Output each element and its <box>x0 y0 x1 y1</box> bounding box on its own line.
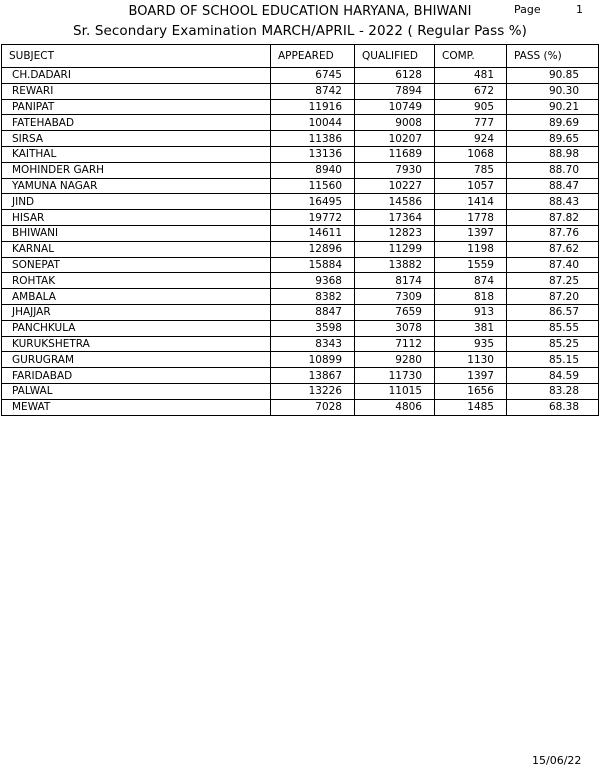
cell-appeared: 3598 <box>271 320 355 336</box>
table-row <box>2 304 599 320</box>
cell-appeared: 7028 <box>271 399 355 415</box>
cell-qualified: 6128 <box>355 68 435 84</box>
cell-comp: 1778 <box>435 210 507 226</box>
table-row <box>2 352 599 368</box>
cell-appeared: 13867 <box>271 368 355 384</box>
cell-subject: AMBALA <box>2 289 271 305</box>
cell-qualified: 3078 <box>355 320 435 336</box>
cell-pass: 89.69 <box>507 115 599 131</box>
cell-subject: SONEPAT <box>2 257 271 273</box>
column-header-pass: PASS (%) <box>507 45 599 68</box>
cell-pass: 88.43 <box>507 194 599 210</box>
cell-comp: 1397 <box>435 225 507 241</box>
cell-qualified: 10227 <box>355 178 435 194</box>
cell-pass: 90.30 <box>507 83 599 99</box>
cell-pass: 85.55 <box>507 320 599 336</box>
cell-subject: PANCHKULA <box>2 320 271 336</box>
cell-appeared: 6745 <box>271 68 355 84</box>
cell-appeared: 16495 <box>271 194 355 210</box>
cell-qualified: 11299 <box>355 241 435 257</box>
table-row <box>2 336 599 352</box>
cell-appeared: 12896 <box>271 241 355 257</box>
cell-subject: CH.DADARI <box>2 68 271 84</box>
table-row <box>2 68 599 84</box>
cell-subject: KAITHAL <box>2 146 271 162</box>
cell-subject: JHAJJAR <box>2 304 271 320</box>
board-title: BOARD OF SCHOOL EDUCATION HARYANA, BHIWANI <box>128 4 472 19</box>
cell-pass: 85.15 <box>507 352 599 368</box>
cell-subject: PANIPAT <box>2 99 271 115</box>
cell-subject: ROHTAK <box>2 273 271 289</box>
cell-pass: 88.70 <box>507 162 599 178</box>
cell-pass: 86.57 <box>507 304 599 320</box>
column-header-qualified: QUALIFIED <box>355 45 435 68</box>
cell-appeared: 13226 <box>271 383 355 399</box>
table-row <box>2 162 599 178</box>
cell-pass: 87.76 <box>507 225 599 241</box>
cell-qualified: 14586 <box>355 194 435 210</box>
cell-pass: 90.21 <box>507 99 599 115</box>
cell-qualified: 17364 <box>355 210 435 226</box>
cell-appeared: 9368 <box>271 273 355 289</box>
cell-comp: 1130 <box>435 352 507 368</box>
cell-subject: KARNAL <box>2 241 271 257</box>
cell-comp: 924 <box>435 131 507 147</box>
cell-comp: 874 <box>435 273 507 289</box>
report-date: 15/06/22 <box>532 754 582 767</box>
cell-qualified: 7894 <box>355 83 435 99</box>
table-row <box>2 178 599 194</box>
cell-appeared: 8847 <box>271 304 355 320</box>
table-row <box>2 273 599 289</box>
cell-subject: REWARI <box>2 83 271 99</box>
cell-subject: BHIWANI <box>2 225 271 241</box>
column-header-appeared: APPEARED <box>271 45 355 68</box>
table-header-row <box>2 45 599 68</box>
exam-subtitle: Sr. Secondary Examination MARCH/APRIL - 2022 ( Regular Pass %) <box>72 23 528 39</box>
column-header-subject: SUBJECT <box>2 45 271 68</box>
cell-qualified: 9008 <box>355 115 435 131</box>
table-row <box>2 146 599 162</box>
cell-pass: 89.65 <box>507 131 599 147</box>
cell-appeared: 11916 <box>271 99 355 115</box>
cell-pass: 84.59 <box>507 368 599 384</box>
cell-appeared: 11560 <box>271 178 355 194</box>
cell-subject: FATEHABAD <box>2 115 271 131</box>
cell-appeared: 11386 <box>271 131 355 147</box>
cell-comp: 381 <box>435 320 507 336</box>
page-number: 1 <box>576 3 583 16</box>
cell-subject: KURUKSHETRA <box>2 336 271 352</box>
cell-subject: HISAR <box>2 210 271 226</box>
cell-pass: 88.47 <box>507 178 599 194</box>
cell-pass: 87.40 <box>507 257 599 273</box>
table-row <box>2 99 599 115</box>
cell-subject: PALWAL <box>2 383 271 399</box>
cell-subject: YAMUNA NAGAR <box>2 178 271 194</box>
cell-subject: MOHINDER GARH <box>2 162 271 178</box>
cell-qualified: 7659 <box>355 304 435 320</box>
cell-comp: 1057 <box>435 178 507 194</box>
table-body <box>2 68 599 416</box>
cell-subject: JIND <box>2 194 271 210</box>
cell-comp: 818 <box>435 289 507 305</box>
cell-appeared: 13136 <box>271 146 355 162</box>
cell-comp: 913 <box>435 304 507 320</box>
table-row <box>2 194 599 210</box>
cell-subject: SIRSA <box>2 131 271 147</box>
cell-qualified: 4806 <box>355 399 435 415</box>
cell-subject: GURUGRAM <box>2 352 271 368</box>
cell-comp: 1068 <box>435 146 507 162</box>
cell-comp: 672 <box>435 83 507 99</box>
table-row <box>2 383 599 399</box>
cell-qualified: 9280 <box>355 352 435 368</box>
cell-pass: 88.98 <box>507 146 599 162</box>
cell-pass: 68.38 <box>507 399 599 415</box>
cell-comp: 777 <box>435 115 507 131</box>
cell-appeared: 14611 <box>271 225 355 241</box>
cell-pass: 83.28 <box>507 383 599 399</box>
cell-appeared: 8343 <box>271 336 355 352</box>
table-row <box>2 241 599 257</box>
cell-appeared: 10044 <box>271 115 355 131</box>
table-row <box>2 83 599 99</box>
cell-qualified: 7112 <box>355 336 435 352</box>
table-row <box>2 368 599 384</box>
cell-qualified: 11730 <box>355 368 435 384</box>
cell-pass: 87.82 <box>507 210 599 226</box>
cell-appeared: 8940 <box>271 162 355 178</box>
table-row <box>2 210 599 226</box>
cell-qualified: 10207 <box>355 131 435 147</box>
cell-appeared: 15884 <box>271 257 355 273</box>
cell-comp: 785 <box>435 162 507 178</box>
cell-qualified: 12823 <box>355 225 435 241</box>
cell-comp: 1485 <box>435 399 507 415</box>
cell-pass: 87.62 <box>507 241 599 257</box>
cell-qualified: 8174 <box>355 273 435 289</box>
cell-qualified: 13882 <box>355 257 435 273</box>
column-header-comp: COMP. <box>435 45 507 68</box>
cell-pass: 87.20 <box>507 289 599 305</box>
cell-appeared: 8382 <box>271 289 355 305</box>
results-table <box>1 44 599 416</box>
cell-qualified: 10749 <box>355 99 435 115</box>
cell-appeared: 10899 <box>271 352 355 368</box>
cell-pass: 90.85 <box>507 68 599 84</box>
table-row <box>2 399 599 415</box>
cell-pass: 85.25 <box>507 336 599 352</box>
cell-qualified: 7930 <box>355 162 435 178</box>
cell-comp: 1559 <box>435 257 507 273</box>
cell-appeared: 8742 <box>271 83 355 99</box>
cell-comp: 1656 <box>435 383 507 399</box>
cell-appeared: 19772 <box>271 210 355 226</box>
table-row <box>2 131 599 147</box>
table-row <box>2 225 599 241</box>
cell-pass: 87.25 <box>507 273 599 289</box>
table-row <box>2 289 599 305</box>
cell-qualified: 7309 <box>355 289 435 305</box>
cell-qualified: 11015 <box>355 383 435 399</box>
table-row <box>2 320 599 336</box>
cell-comp: 905 <box>435 99 507 115</box>
cell-subject: FARIDABAD <box>2 368 271 384</box>
cell-comp: 1414 <box>435 194 507 210</box>
table-row <box>2 257 599 273</box>
table-row <box>2 115 599 131</box>
cell-qualified: 11689 <box>355 146 435 162</box>
cell-comp: 1198 <box>435 241 507 257</box>
cell-comp: 481 <box>435 68 507 84</box>
cell-comp: 1397 <box>435 368 507 384</box>
page-label: Page <box>514 3 541 16</box>
cell-subject: MEWAT <box>2 399 271 415</box>
cell-comp: 935 <box>435 336 507 352</box>
